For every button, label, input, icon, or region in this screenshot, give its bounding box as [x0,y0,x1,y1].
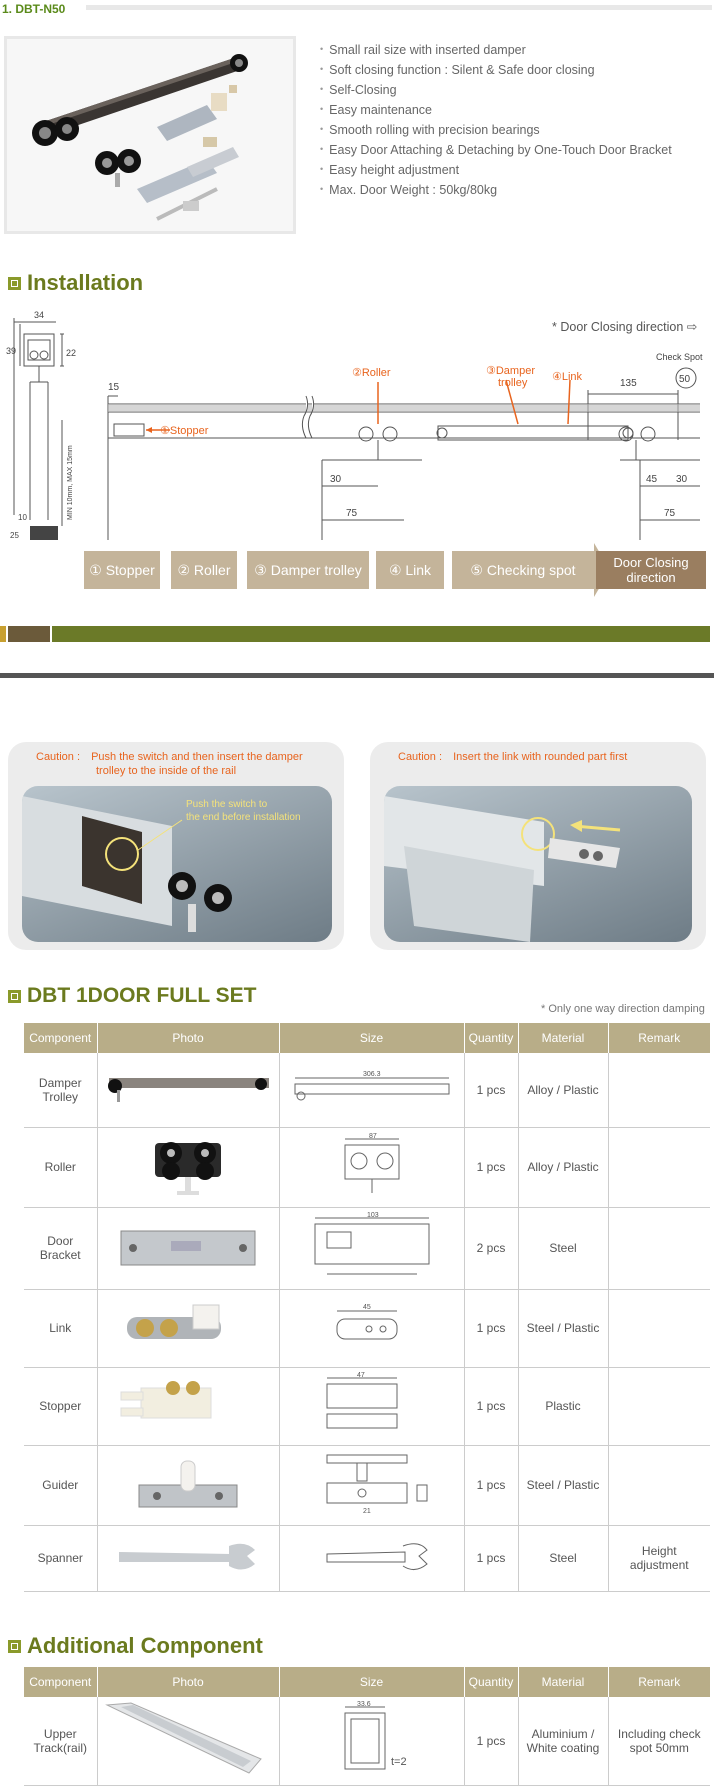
cell-material: Steel / Plastic [518,1289,608,1367]
col-size: Size [279,1667,464,1697]
guider-drawing [287,1449,457,1519]
cell-material: Plastic [518,1367,608,1445]
divider-olive [52,626,710,642]
cell-qty: 1 pcs [464,1053,518,1127]
section-separator [0,673,714,678]
caution-callout [186,798,301,824]
damper-trolley-drawing [287,1068,457,1108]
check-spot-label: Check Spot [656,352,703,362]
additional-table [24,1667,710,1786]
cell-material [518,1697,608,1785]
dim-minmax: MIN 10mm, MAX 15mm [67,445,74,520]
step-stopper: ① Stopper [84,551,160,589]
step-damper-trolley: ③ Damper trolley [247,551,369,589]
step-door-closing-line1: Door Closing [613,555,689,570]
feature-item: • Smooth rolling with precision bearings [320,120,672,140]
cell-size [279,1053,464,1127]
dim-45: 45 [646,474,658,485]
cell-photo [97,1053,279,1127]
cell-size [279,1207,464,1289]
section-bullet-icon [8,990,21,1003]
cell-size [279,1289,464,1367]
component-line2: Trolley [42,1089,79,1104]
installation-heading-text: Installation [27,270,144,295]
table-row [24,1289,710,1367]
dim-135: 135 [620,378,637,389]
feature-item: • Easy height adjustment [320,160,672,180]
col-component: Component [24,1667,97,1697]
cell-photo [97,1445,279,1525]
cell-remark [608,1207,710,1289]
col-component: Component [24,1023,97,1053]
feature-list [320,40,672,200]
component-line1: Door [47,1234,74,1248]
cell-remark [608,1367,710,1445]
caution-callout-line1: Push the switch to [186,799,268,810]
stopper-label: ①Stopper [160,425,209,437]
cell-size [279,1525,464,1591]
divider-brown [8,626,50,642]
col-material: Material [518,1023,608,1053]
feature-item: • Soft closing function : Silent & Safe door closing [320,60,672,80]
cell-photo [97,1525,279,1591]
cell-qty: 1 pcs [464,1525,518,1591]
cell-photo [97,1697,279,1785]
stopper-drawing [287,1370,457,1440]
spanner-photo [101,1532,275,1582]
table-row [24,1207,710,1289]
additional-heading [8,1633,263,1659]
caution-text-2 [398,750,627,764]
caution-line-1: Push the switch and then insert the damper [91,751,303,763]
additional-heading-text: Additional Component [27,1633,263,1658]
fullset-heading [8,984,256,1008]
col-quantity: Quantity [464,1023,518,1053]
check-spot-value: 50 [679,374,691,385]
remark-line1: Height [641,1544,677,1558]
size-dim: 33.6 [356,1701,371,1709]
link-photo [101,1297,275,1357]
cell-material: Steel / Plastic [518,1445,608,1525]
caution-panel-2 [370,742,706,950]
component-line2: Track(rail) [33,1740,88,1755]
remark-line2: spot 50mm [629,1740,689,1755]
cell-material: Steel [518,1525,608,1591]
component-line1: Damper [38,1075,82,1090]
roller-photo [101,1129,275,1203]
cell-qty: 2 pcs [464,1207,518,1289]
step-door-closing-line2: direction [626,570,676,585]
installation-heading [8,270,143,296]
remark-line2: adjustment [629,1558,689,1572]
section-bullet-icon [8,1640,21,1653]
table-row [24,1127,710,1207]
table-header-row [24,1667,710,1697]
size-dim: 47 [356,1371,365,1379]
dim-15: 15 [108,382,120,393]
col-size: Size [279,1023,464,1053]
caution-photo-1 [22,786,332,942]
damper-label-2: trolley [498,377,528,389]
cell-component: Stopper [24,1367,97,1445]
fullset-heading-text: DBT 1DOOR FULL SET [27,984,257,1007]
table-row [24,1445,710,1525]
guider-photo [101,1451,275,1517]
step-checking-spot: ⑤ Checking spot [452,551,594,589]
cell-remark [608,1697,710,1785]
table-row [24,1053,710,1127]
cell-component: Roller [24,1127,97,1207]
caution-photo-2 [384,786,692,942]
link-drawing [287,1297,457,1357]
caution-callout-line2: the end before installation [186,812,301,823]
step-roller: ② Roller [171,551,237,589]
size-dim: 87 [368,1132,377,1140]
cell-qty: 1 pcs [464,1367,518,1445]
dim-25: 25 [10,531,19,540]
caution-line-2: trolley to the inside of the rail [96,765,237,777]
feature-item: • Small rail size with inserted damper [320,40,672,60]
caution-label: Caution : [398,751,443,763]
thickness-label: t=2 [390,1756,407,1769]
stopper-photo [101,1372,275,1438]
col-remark: Remark [608,1023,710,1053]
material-line2: White coating [526,1740,600,1755]
cell-component [24,1697,97,1785]
cell-material: Alloy / Plastic [518,1053,608,1127]
cell-component: Spanner [24,1525,97,1591]
col-photo: Photo [97,1667,279,1697]
col-photo: Photo [97,1023,279,1053]
cell-component [24,1207,97,1289]
feature-item: • Self-Closing [320,80,672,100]
cell-qty: 1 pcs [464,1697,518,1785]
table-header-row [24,1023,710,1053]
material-line1: Aluminium / [531,1726,595,1741]
roller-drawing [287,1131,457,1201]
upper-track-drawing [287,1699,457,1779]
caution-panel-1 [8,742,344,950]
installation-diagram [0,300,714,540]
component-line2: Bracket [39,1248,81,1262]
damper-label-1: ③Damper [486,365,535,377]
link-label: ④Link [552,371,583,383]
feature-item: • Max. Door Weight : 50kg/80kg [320,180,672,200]
dim-30-right: 30 [676,474,688,485]
col-material: Material [518,1667,608,1697]
divider-gold [0,626,6,642]
cell-size [279,1367,464,1445]
step-link: ④ Link [376,551,444,589]
feature-item: • Easy Door Attaching & Detaching by One-Touch Door Bracket [320,140,672,160]
product-photo [4,36,296,234]
dim-10: 10 [18,513,27,522]
dim-22: 22 [66,348,77,358]
cell-material: Steel [518,1207,608,1289]
cell-photo [97,1207,279,1289]
damper-trolley-photo [101,1068,275,1108]
product-title: 1. DBT-N50 [2,2,66,16]
cell-photo [97,1289,279,1367]
size-dim: 103 [366,1211,379,1219]
direction-note: * Door Closing direction ⇨ [552,320,698,334]
cell-remark [608,1053,710,1127]
cell-remark [608,1445,710,1525]
dim-34: 34 [34,310,45,320]
cell-remark [608,1525,710,1591]
cell-photo [97,1127,279,1207]
cell-qty: 1 pcs [464,1289,518,1367]
dim-75-left: 75 [346,508,358,519]
size-dim: 306.3 [362,1071,381,1079]
dim-30-left: 30 [330,474,342,485]
cell-size [279,1127,464,1207]
dim-39: 39 [6,346,17,356]
size-dim: 21 [362,1507,371,1515]
cell-remark [608,1289,710,1367]
remark-line1: Including check [617,1726,701,1741]
cell-component: Link [24,1289,97,1367]
door-bracket-drawing [287,1212,457,1282]
col-quantity: Quantity [464,1667,518,1697]
upper-track-photo [101,1699,275,1779]
cell-size [279,1697,464,1785]
fullset-note: * Only one way direction damping [541,1003,705,1015]
dim-75-right: 75 [664,508,676,519]
cell-remark [608,1127,710,1207]
component-line1: Upper [43,1726,77,1741]
size-dim: 45 [362,1303,371,1311]
cell-component [24,1053,97,1127]
caution-text-1 [36,750,303,778]
cell-component: Guider [24,1445,97,1525]
feature-item: • Easy maintenance [320,100,672,120]
cell-qty: 1 pcs [464,1445,518,1525]
section-bullet-icon [8,277,21,290]
fullset-table [24,1023,710,1592]
table-row [24,1525,710,1591]
step-door-closing [596,551,706,589]
cell-photo [97,1367,279,1445]
roller-label: ②Roller [352,367,391,379]
col-remark: Remark [608,1667,710,1697]
caution-label: Caution : [36,751,81,763]
cell-qty: 1 pcs [464,1127,518,1207]
table-row [24,1697,710,1785]
caution-line-1: Insert the link with rounded part first [453,751,628,763]
title-divider [86,5,712,10]
cell-size [279,1445,464,1525]
table-row [24,1367,710,1445]
cell-material: Alloy / Plastic [518,1127,608,1207]
spanner-drawing [287,1532,457,1582]
door-bracket-photo [101,1217,275,1277]
